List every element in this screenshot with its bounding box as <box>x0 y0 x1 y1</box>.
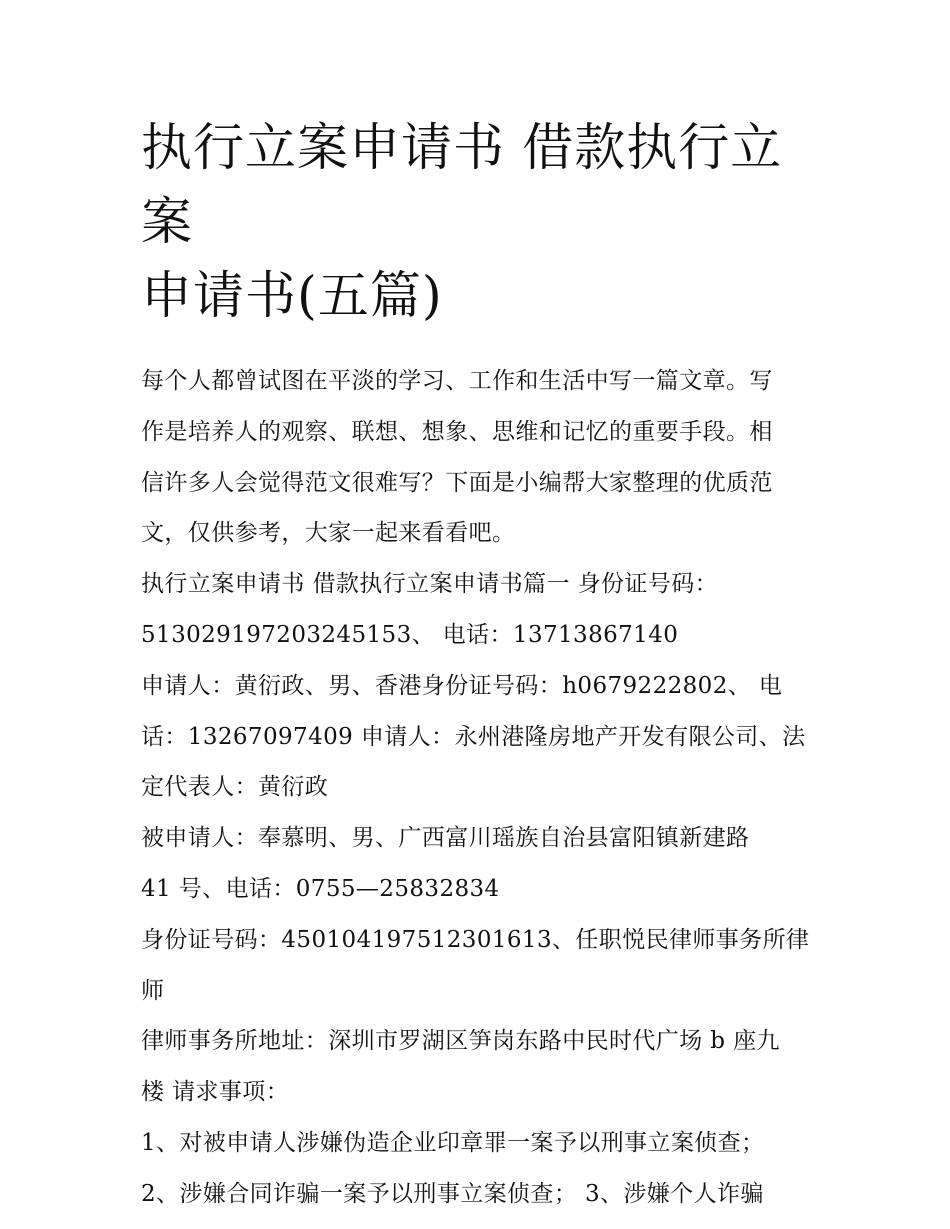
body-line: 2、涉嫌合同诈骗一案予以刑事立案侦查； 3、涉嫌个人诈骗 <box>141 1180 764 1207</box>
document-title <box>141 112 813 334</box>
body-line: 申请人：黄衍政、男、香港身份证号码：h0679222802、 电 <box>141 672 783 699</box>
document-body <box>141 356 813 1220</box>
body-line: 513029197203245153、 电话：13713867140 <box>141 621 679 648</box>
body-line: 1、对被申请人涉嫌伪造企业印章罪一案予以刑事立案侦查； <box>141 1129 765 1156</box>
body-line: 执行立案申请书 借款执行立案申请书篇一 身份证号码： <box>141 571 719 598</box>
title-line-2: 申请书(五篇) <box>141 267 443 326</box>
body-line: 楼 请求事项： <box>141 1079 290 1106</box>
body-line: 话：13267097409 申请人：永州港隆房地产开发有限公司、法 <box>141 723 806 750</box>
body-line: 律师事务所地址：深圳市罗湖区笋岗东路中民时代广场 b 座九 <box>141 1028 780 1055</box>
body-line: 作是培养人的观察、联想、想象、思维和记忆的重要手段。相 <box>141 418 773 445</box>
document-page <box>141 112 813 1220</box>
body-line: 文，仅供参考，大家一起来看看吧。 <box>141 520 516 547</box>
body-line: 每个人都曾试图在平淡的学习、工作和生活中写一篇文章。写 <box>141 368 773 394</box>
body-line: 41 号、电话：0755—25832834 <box>141 875 500 902</box>
body-line: 被申请人：奉慕明、男、广西富川瑶族自治县富阳镇新建路 <box>141 825 750 852</box>
body-line: 信许多人会觉得范文很难写？下面是小编帮大家整理的优质范 <box>141 469 773 496</box>
body-line: 定代表人：黄衍政 <box>141 774 329 801</box>
body-line: 身份证号码：450104197512301613、任职悦民律师事务所律师 <box>141 926 810 1004</box>
title-line-1: 执行立案申请书 借款执行立案 <box>141 119 783 252</box>
